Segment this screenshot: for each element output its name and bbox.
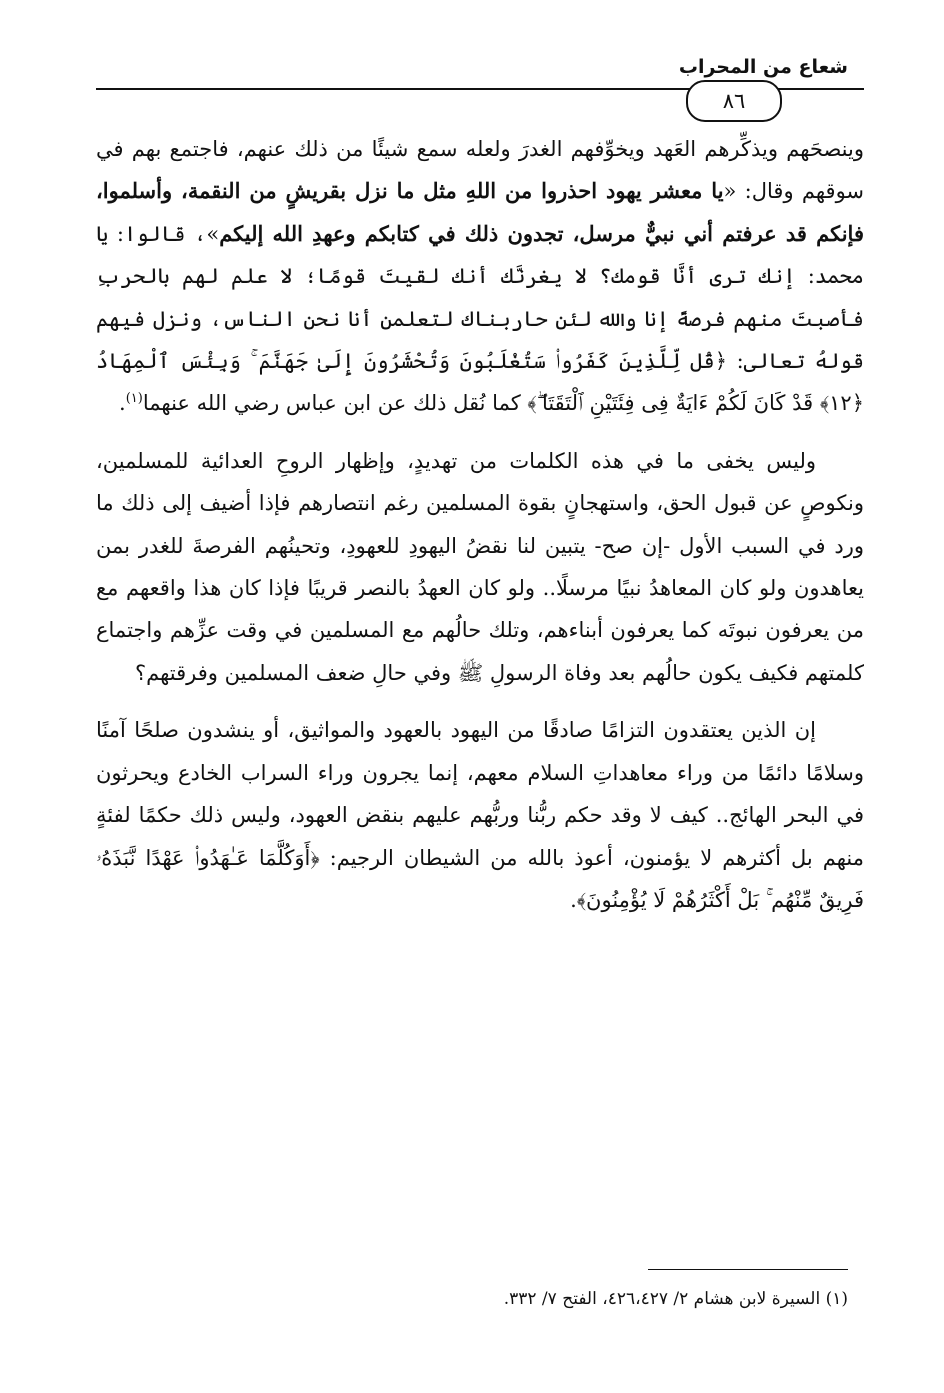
page-number-label: ٨٦ [722, 89, 746, 113]
paragraph-1 [96, 128, 864, 425]
paragraph-1-part-1: وينصحَهم ويذكِّرهم العَهد ويخوِّفهم الغدرَ ولعله سمع شيئًا من ذلك عنهم، فاجتمع بهم في سوقهم وقال: « [96, 137, 865, 204]
footnote: (١) السيرة لابن هشام ٢/ ٤٢٦،٤٢٧، الفتح ٧/ ٣٣٢. [503, 1289, 848, 1309]
quote-text-bold: يا معشر يهود احذروا من اللهِ مثل ما نزل بقريشٍ من النقمة، وأسلموا، فإنكم قد عرفتم أني نبيٌّ مرسل، تجدون ذلك في كتابكم وعهدِ الله إليكم [96, 178, 864, 246]
main-text [96, 128, 864, 921]
paragraph-1-part-3: »، قالوا: يا محمد: إنك ترى أنَّا قومك؟ لا يغرنَّك أنك لقيتَ قومًا؛ لا علم لهم بالحربِ فأصبتَ منهم فرصةً إنا والله لئن حاربناك لتعلمن أنا نحن الناس، ونزل فيهم قولهُ تعالى: [96, 221, 864, 374]
page-number [686, 80, 782, 122]
quran-verse-2: ﴿أَوَكُلَّمَا عَـٰهَدُوا۟ عَهْدًا نَّبَذَهُۥ فَرِيقٌ مِّنْهُم ۚ بَلْ أَكْثَرُهُمْ لَا يُؤْمِنُونَ﴾ [96, 845, 864, 912]
paragraph-2: وليس يخفى ما في هذه الكلمات من تهديدٍ، وإظهار الروحِ العدائية للمسلمين، ونكوصٍ عن قبول الحق، واستهجانٍ بقوة المسلمين رغم انتصارهم فإذا أضيف إلى ذلك ما ورد في السبب الأول -إن صح- يتبين لنا نقضُ اليهودِ للعهودِ، وتحينُهم الفرصةَ للغدر بمن يعاهدون ولو كان المعاهدُ نبيًا مرسلًا.. ولو كان العهدُ بالنصر قريبًا فإذا كان هذا واقعهم مع من يعرفون نبوتَه كما يعرفون أبناءهم، وتلك حالُهم مع المسلمين في وقت عزِّهم واجتماع كلمتهم فكيف يكون حالُهم بعد وفاة الرسولِ ﷺ وفي حالِ ضعف المسلمين وفرقتهم؟ [96, 448, 864, 685]
paragraph-3-part-1: إن الذين يعتقدون التزامًا صادقًا من اليهود بالعهود والمواثيق، أو ينشدون صلحًا آمنًا وسلامًا دائمًا من وراء معاهداتِ السلام معهم، إنما يجرون وراء السراب الخادع ويحرثون في البحر الهائج.. كيف لا وقد حكم ربُّنا وربُّهم عليهم بنقض العهود، وليس ذلك حكمًا لفئةٍ منهم بل أكثرهم لا يؤمنون، أعوذ بالله من الشيطان الرجيم: [96, 718, 865, 870]
book-title: شعاع من المحراب [678, 56, 848, 78]
paragraph-1-end: . [119, 391, 126, 416]
honorific-ligature: رضي الله عنهما [142, 391, 280, 416]
paragraph-1-part-5: كما نُقل ذلك عن ابن عباس [279, 391, 528, 416]
footnote-divider [648, 1269, 848, 1270]
quran-verse-1: ﴿قُل لِّلَّذِينَ كَفَرُوا۟ سَتُغْلَبُونَ وَتُحْشَرُونَ إِلَىٰ جَهَنَّمَ ۚ وَبِئْسَ ٱلْمِهَادُ ﴿١٢﴾ قَدْ كَانَ لَكُمْ ءَايَةٌ فِى فِئَتَيْنِ ٱلْتَقَتَا ۖ﴾ [96, 349, 864, 416]
paragraph-3 [96, 709, 864, 921]
paragraph-3-end: . [570, 887, 577, 912]
footnote-reference[interactable]: (١) [125, 391, 143, 407]
